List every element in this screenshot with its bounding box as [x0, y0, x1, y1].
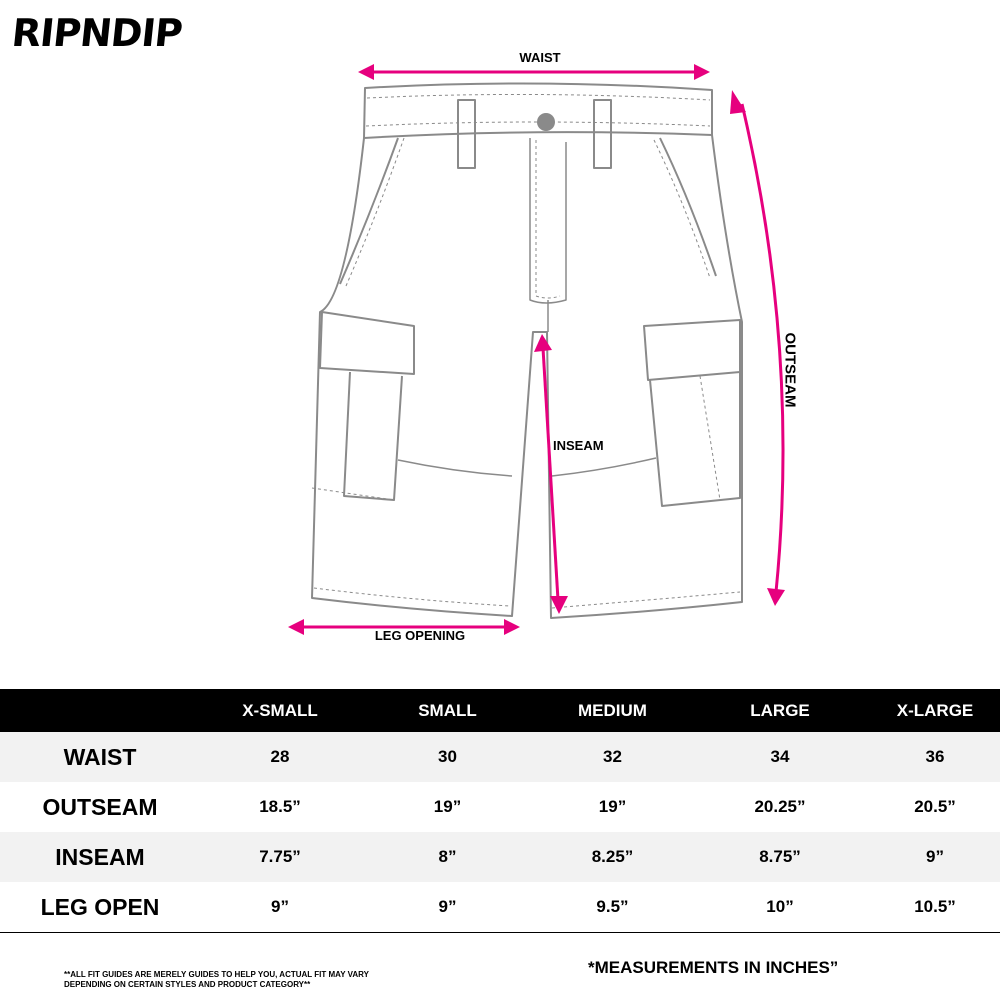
table-cell: 7.75”: [259, 847, 301, 866]
pocket-right: [660, 138, 716, 276]
table-cell: 32: [603, 747, 622, 766]
waist-button: [537, 113, 555, 131]
waist-label: WAIST: [519, 50, 561, 65]
measurement-units-note: *MEASUREMENTS IN INCHES”: [588, 958, 839, 977]
table-cell: 18.5”: [259, 797, 301, 816]
size-chart-table: [0, 689, 1000, 932]
table-row: [0, 832, 1000, 882]
table-cell: 8.75”: [759, 847, 801, 866]
header-corner: [0, 689, 200, 732]
table-cell: 28: [270, 747, 290, 766]
inseam-label: INSEAM: [553, 438, 604, 453]
row-label: INSEAM: [55, 843, 145, 870]
table-cell: 9”: [271, 897, 289, 916]
table-cell: 19”: [598, 797, 627, 816]
table-cell: 9”: [926, 847, 944, 866]
size-column-header: X-LARGE: [896, 700, 974, 720]
table-row: [0, 732, 1000, 782]
cargo-pocket-right: [644, 320, 740, 380]
cargo-pocket-left: [320, 312, 414, 374]
outseam-label: OUTSEAM: [781, 332, 799, 408]
table-cell: 34: [770, 747, 790, 766]
row-label: LEG OPEN: [40, 893, 160, 920]
table-cell: 20.25”: [754, 797, 806, 816]
brand-logo: RIPNDIP: [9, 11, 184, 55]
table-row: [0, 882, 1000, 932]
table-cell: 8.25”: [591, 847, 634, 866]
size-header-row: [0, 689, 1000, 732]
waistband-outline: [364, 83, 712, 138]
table-cell: 20.5”: [914, 797, 956, 816]
belt-loop-right: [594, 100, 611, 168]
pocket-left: [340, 138, 398, 284]
table-cell: 8”: [438, 847, 457, 866]
table-divider: [0, 932, 1000, 933]
leg-opening-label: LEG OPENING: [374, 628, 466, 643]
fly-stitch: [530, 138, 566, 303]
table-cell: 9.5”: [596, 897, 629, 916]
size-column-header: SMALL: [418, 700, 477, 720]
table-cell: 30: [438, 747, 457, 766]
size-column-header: MEDIUM: [578, 700, 647, 720]
size-column-header: LARGE: [750, 700, 810, 720]
table-row: [0, 782, 1000, 832]
table-cell: 19”: [433, 797, 462, 816]
table-cell: 10”: [766, 897, 794, 916]
size-column-header: X-SMALL: [242, 700, 318, 720]
row-label: WAIST: [63, 743, 137, 770]
table-cell: 9”: [438, 897, 457, 916]
fit-disclaimer: **ALL FIT GUIDES ARE MERELY GUIDES TO HELP YOU, ACTUAL FIT MAY VARY DEPENDING ON CERTAIN STYLES AND PRODUCT CATEGORY**: [64, 970, 369, 989]
row-label: OUTSEAM: [42, 793, 158, 820]
outseam-arrow: [742, 104, 783, 592]
table-cell: 36: [925, 747, 945, 766]
table-cell: 10.5”: [914, 897, 956, 916]
